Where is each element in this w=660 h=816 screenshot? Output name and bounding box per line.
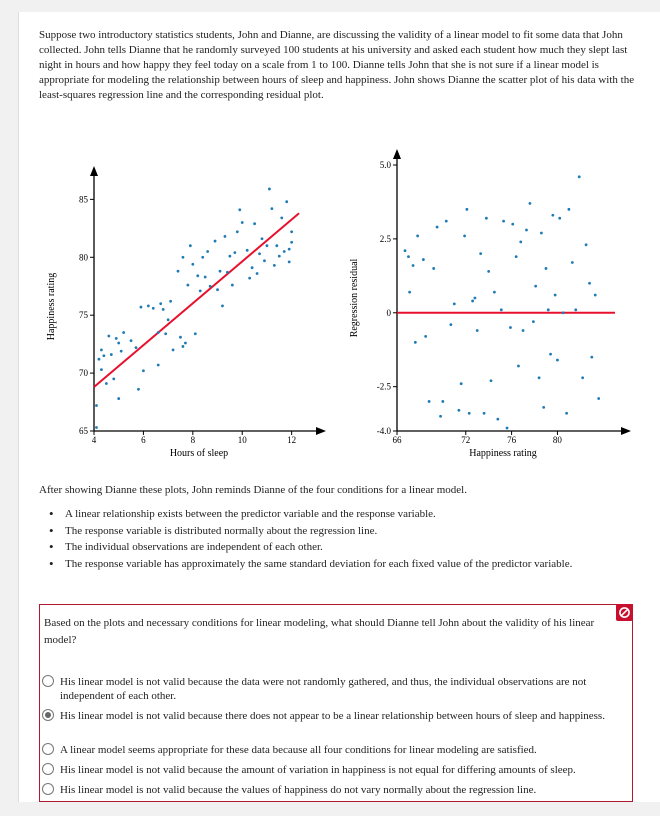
data-point xyxy=(422,258,425,261)
data-point xyxy=(137,388,140,391)
radio-button[interactable] xyxy=(42,675,54,687)
data-point xyxy=(515,255,518,258)
data-point xyxy=(519,240,522,243)
data-point xyxy=(209,285,212,288)
question-prompt: Based on the plots and necessary conditions for linear modeling, what should Dianne tell John about the validity of his linear model? xyxy=(44,617,595,646)
data-point xyxy=(578,175,581,178)
plots-figure xyxy=(19,142,660,482)
data-point xyxy=(479,252,482,255)
x-tick-label: 66 xyxy=(392,435,402,445)
answer-label: A linear model seems appropriate for these data because all four conditions for linear modeling are satisfied. xyxy=(60,744,537,756)
data-point xyxy=(105,382,108,385)
y-tick-label: 75 xyxy=(79,310,88,321)
x-tick-label: 10 xyxy=(237,435,247,445)
data-point xyxy=(522,329,525,332)
data-point xyxy=(511,223,514,226)
data-point xyxy=(538,376,541,379)
y-axis-label: Happiness rating xyxy=(46,272,57,341)
data-point xyxy=(256,272,259,275)
data-point xyxy=(416,235,419,238)
data-point xyxy=(95,404,98,407)
data-point xyxy=(120,350,123,353)
data-point xyxy=(483,412,486,415)
data-point xyxy=(122,331,125,334)
x-tick-label: 12 xyxy=(287,435,297,445)
data-point xyxy=(179,336,182,339)
y-tick-label: 5.0 xyxy=(379,160,391,170)
data-point xyxy=(110,353,113,356)
data-point xyxy=(466,208,469,211)
data-point xyxy=(115,337,118,340)
answer-label: His linear model is not valid because the data were not randomly gathered, and thus, the individual observations are not independent of each other. xyxy=(60,676,587,702)
y-tick-label: 70 xyxy=(79,368,88,379)
data-point xyxy=(199,289,202,292)
condition-item: • The response variable has approximately the same standard deviation for each fixed value of the predictor variable. xyxy=(39,556,572,573)
data-point xyxy=(588,282,591,285)
data-point xyxy=(424,335,427,338)
data-point xyxy=(135,346,138,349)
radio-button[interactable] xyxy=(42,709,54,721)
no-entry-icon[interactable] xyxy=(616,604,633,621)
scatter-plot xyxy=(46,166,326,459)
x-axis-label: Happiness rating xyxy=(469,448,537,459)
data-point xyxy=(453,303,456,306)
radio-button[interactable] xyxy=(42,763,54,775)
data-point xyxy=(460,382,463,385)
data-point xyxy=(590,356,593,359)
data-point xyxy=(534,285,537,288)
data-point xyxy=(500,308,503,311)
regression-line xyxy=(94,213,299,387)
data-point xyxy=(268,188,271,191)
data-point xyxy=(457,409,460,412)
data-point xyxy=(107,335,110,338)
x-tick-label: 76 xyxy=(507,435,517,445)
data-point xyxy=(493,291,496,294)
data-point xyxy=(439,415,442,418)
data-point xyxy=(571,261,574,264)
data-point xyxy=(162,308,165,311)
data-point xyxy=(547,308,550,311)
data-point xyxy=(172,349,175,352)
data-point xyxy=(266,244,269,247)
data-point xyxy=(581,376,584,379)
data-point xyxy=(140,306,143,309)
data-point xyxy=(228,255,231,258)
question-intro: Suppose two introductory statistics students, John and Dianne, are discussing the validity of a linear model to fit some data that John collected. John tells Dianne that he randomly surveyed 100 students at his university and asked each student how much they slept last night in hours and how happy they feel today on a scale from 1 to 100. Dianne tells John that she is not sure if a linear model is appropriate for modeling the relationship between hours of sleep and happiness. John shows Dianne the scatter plot of his data with the least-squares regression line and the corresponding residual plot. xyxy=(39,29,635,101)
data-point xyxy=(509,326,512,329)
data-point xyxy=(408,291,411,294)
answer-label: His linear model is not valid because there does not appear to be a linear relationship between hours of sleep and happiness. xyxy=(60,710,605,722)
data-point xyxy=(449,323,452,326)
data-point xyxy=(112,377,115,380)
data-point xyxy=(490,379,493,382)
data-point xyxy=(556,359,559,362)
data-point xyxy=(258,252,261,255)
data-point xyxy=(253,222,256,225)
data-point xyxy=(95,426,98,429)
data-point xyxy=(214,240,217,243)
data-point xyxy=(288,248,291,251)
data-point xyxy=(468,412,471,415)
data-point xyxy=(169,300,172,303)
data-point xyxy=(529,202,532,205)
data-point xyxy=(219,270,222,273)
data-point xyxy=(241,221,244,224)
data-point xyxy=(263,259,266,262)
data-point xyxy=(246,249,249,252)
data-point xyxy=(270,207,273,210)
data-point xyxy=(496,418,499,421)
data-point xyxy=(273,264,276,267)
data-point xyxy=(283,250,286,253)
data-point xyxy=(412,264,415,267)
data-point xyxy=(275,244,278,247)
data-point xyxy=(236,230,239,233)
data-point xyxy=(206,250,209,253)
data-point xyxy=(102,354,105,357)
data-point xyxy=(506,427,509,430)
data-point xyxy=(147,305,150,308)
data-point xyxy=(182,256,185,259)
residual-plot xyxy=(349,149,631,459)
data-point xyxy=(152,307,155,310)
y-tick-label: 2.5 xyxy=(379,233,391,244)
x-tick-label: 80 xyxy=(552,435,562,445)
data-point xyxy=(226,271,229,274)
data-point xyxy=(251,266,254,269)
x-axis-arrow xyxy=(316,427,326,435)
condition-item: • The response variable is distributed normally about the regression line. xyxy=(39,523,572,540)
condition-item: • The individual observations are independent of each other. xyxy=(39,539,572,556)
data-point xyxy=(565,412,568,415)
data-point xyxy=(476,329,479,332)
data-point xyxy=(485,217,488,220)
data-point xyxy=(167,318,170,321)
data-point xyxy=(585,243,588,246)
x-tick-label: 6 xyxy=(141,435,146,445)
y-axis-arrow xyxy=(90,166,98,176)
data-point xyxy=(436,226,439,229)
data-point xyxy=(248,277,251,280)
conditions-list xyxy=(39,506,572,572)
data-point xyxy=(542,406,545,409)
data-point xyxy=(594,294,597,297)
data-point xyxy=(261,237,264,240)
data-point xyxy=(432,267,435,270)
data-point xyxy=(502,220,505,223)
data-point xyxy=(100,368,103,371)
data-point xyxy=(100,349,103,352)
data-point xyxy=(288,261,291,264)
question-box xyxy=(39,604,633,802)
data-point xyxy=(238,208,241,211)
data-point xyxy=(117,342,120,345)
data-point xyxy=(463,235,466,238)
data-point xyxy=(278,255,281,258)
y-tick-label: 85 xyxy=(79,194,88,205)
data-point xyxy=(558,217,561,220)
x-tick-label: 4 xyxy=(91,435,97,445)
data-point xyxy=(196,274,199,277)
answer-label: His linear model is not valid because the values of happiness do not vary normally about the regression line. xyxy=(60,784,537,796)
data-point xyxy=(117,397,120,400)
y-axis-arrow xyxy=(393,149,401,159)
x-axis-label: Hours of sleep xyxy=(169,448,229,459)
y-tick-label: -4.0 xyxy=(376,426,391,436)
data-point xyxy=(554,294,557,297)
y-tick-label: -2.5 xyxy=(376,381,391,392)
data-point xyxy=(532,320,535,323)
data-point xyxy=(189,244,192,247)
data-point xyxy=(221,305,224,308)
y-tick-label: 0 xyxy=(386,307,391,318)
data-point xyxy=(204,276,207,279)
data-point xyxy=(290,241,293,244)
data-point xyxy=(428,400,431,403)
data-point xyxy=(280,217,283,220)
data-point xyxy=(290,230,293,233)
data-point xyxy=(224,235,227,238)
answer-label: His linear model is not valid because the amount of variation in happiness is not equal for differing amounts of sleep. xyxy=(60,764,576,776)
data-point xyxy=(159,302,162,305)
radio-button[interactable] xyxy=(42,743,54,755)
data-point xyxy=(233,251,236,254)
data-point xyxy=(177,270,180,273)
data-point xyxy=(182,345,185,348)
data-point xyxy=(597,397,600,400)
data-point xyxy=(574,308,577,311)
y-tick-label: 80 xyxy=(79,252,88,263)
data-point xyxy=(98,358,101,361)
data-point xyxy=(164,332,167,335)
data-point xyxy=(285,200,288,203)
radio-button[interactable] xyxy=(42,783,54,795)
data-point xyxy=(184,342,187,345)
data-point xyxy=(157,331,160,334)
y-axis-label: Regression residual xyxy=(349,258,360,338)
data-point xyxy=(525,229,528,232)
data-point xyxy=(130,339,133,342)
data-point xyxy=(441,400,444,403)
condition-item: • A linear relationship exists between the predictor variable and the response variable. xyxy=(39,506,572,523)
data-point xyxy=(474,297,477,300)
data-point xyxy=(517,365,520,368)
data-point xyxy=(142,369,145,372)
data-point xyxy=(157,364,160,367)
data-point xyxy=(551,214,554,217)
data-point xyxy=(404,249,407,252)
data-point xyxy=(231,284,234,287)
data-point xyxy=(562,311,565,314)
x-tick-label: 72 xyxy=(461,435,471,445)
data-point xyxy=(471,300,474,303)
x-axis-arrow xyxy=(621,427,631,435)
data-point xyxy=(407,255,410,258)
data-point xyxy=(567,208,570,211)
conditions-intro: After showing Dianne these plots, John reminds Dianne of the four conditions for a linear model. xyxy=(39,484,467,496)
data-point xyxy=(445,220,448,223)
data-point xyxy=(487,270,490,273)
data-point xyxy=(191,263,194,266)
data-point xyxy=(201,256,204,259)
data-point xyxy=(540,232,543,235)
data-point xyxy=(186,284,189,287)
data-point xyxy=(545,267,548,270)
data-point xyxy=(414,341,417,344)
y-tick-label: 65 xyxy=(79,426,88,436)
x-tick-label: 8 xyxy=(190,435,196,445)
question-card xyxy=(18,12,660,802)
data-point xyxy=(216,288,219,291)
data-point xyxy=(194,332,197,335)
data-point xyxy=(549,353,552,356)
